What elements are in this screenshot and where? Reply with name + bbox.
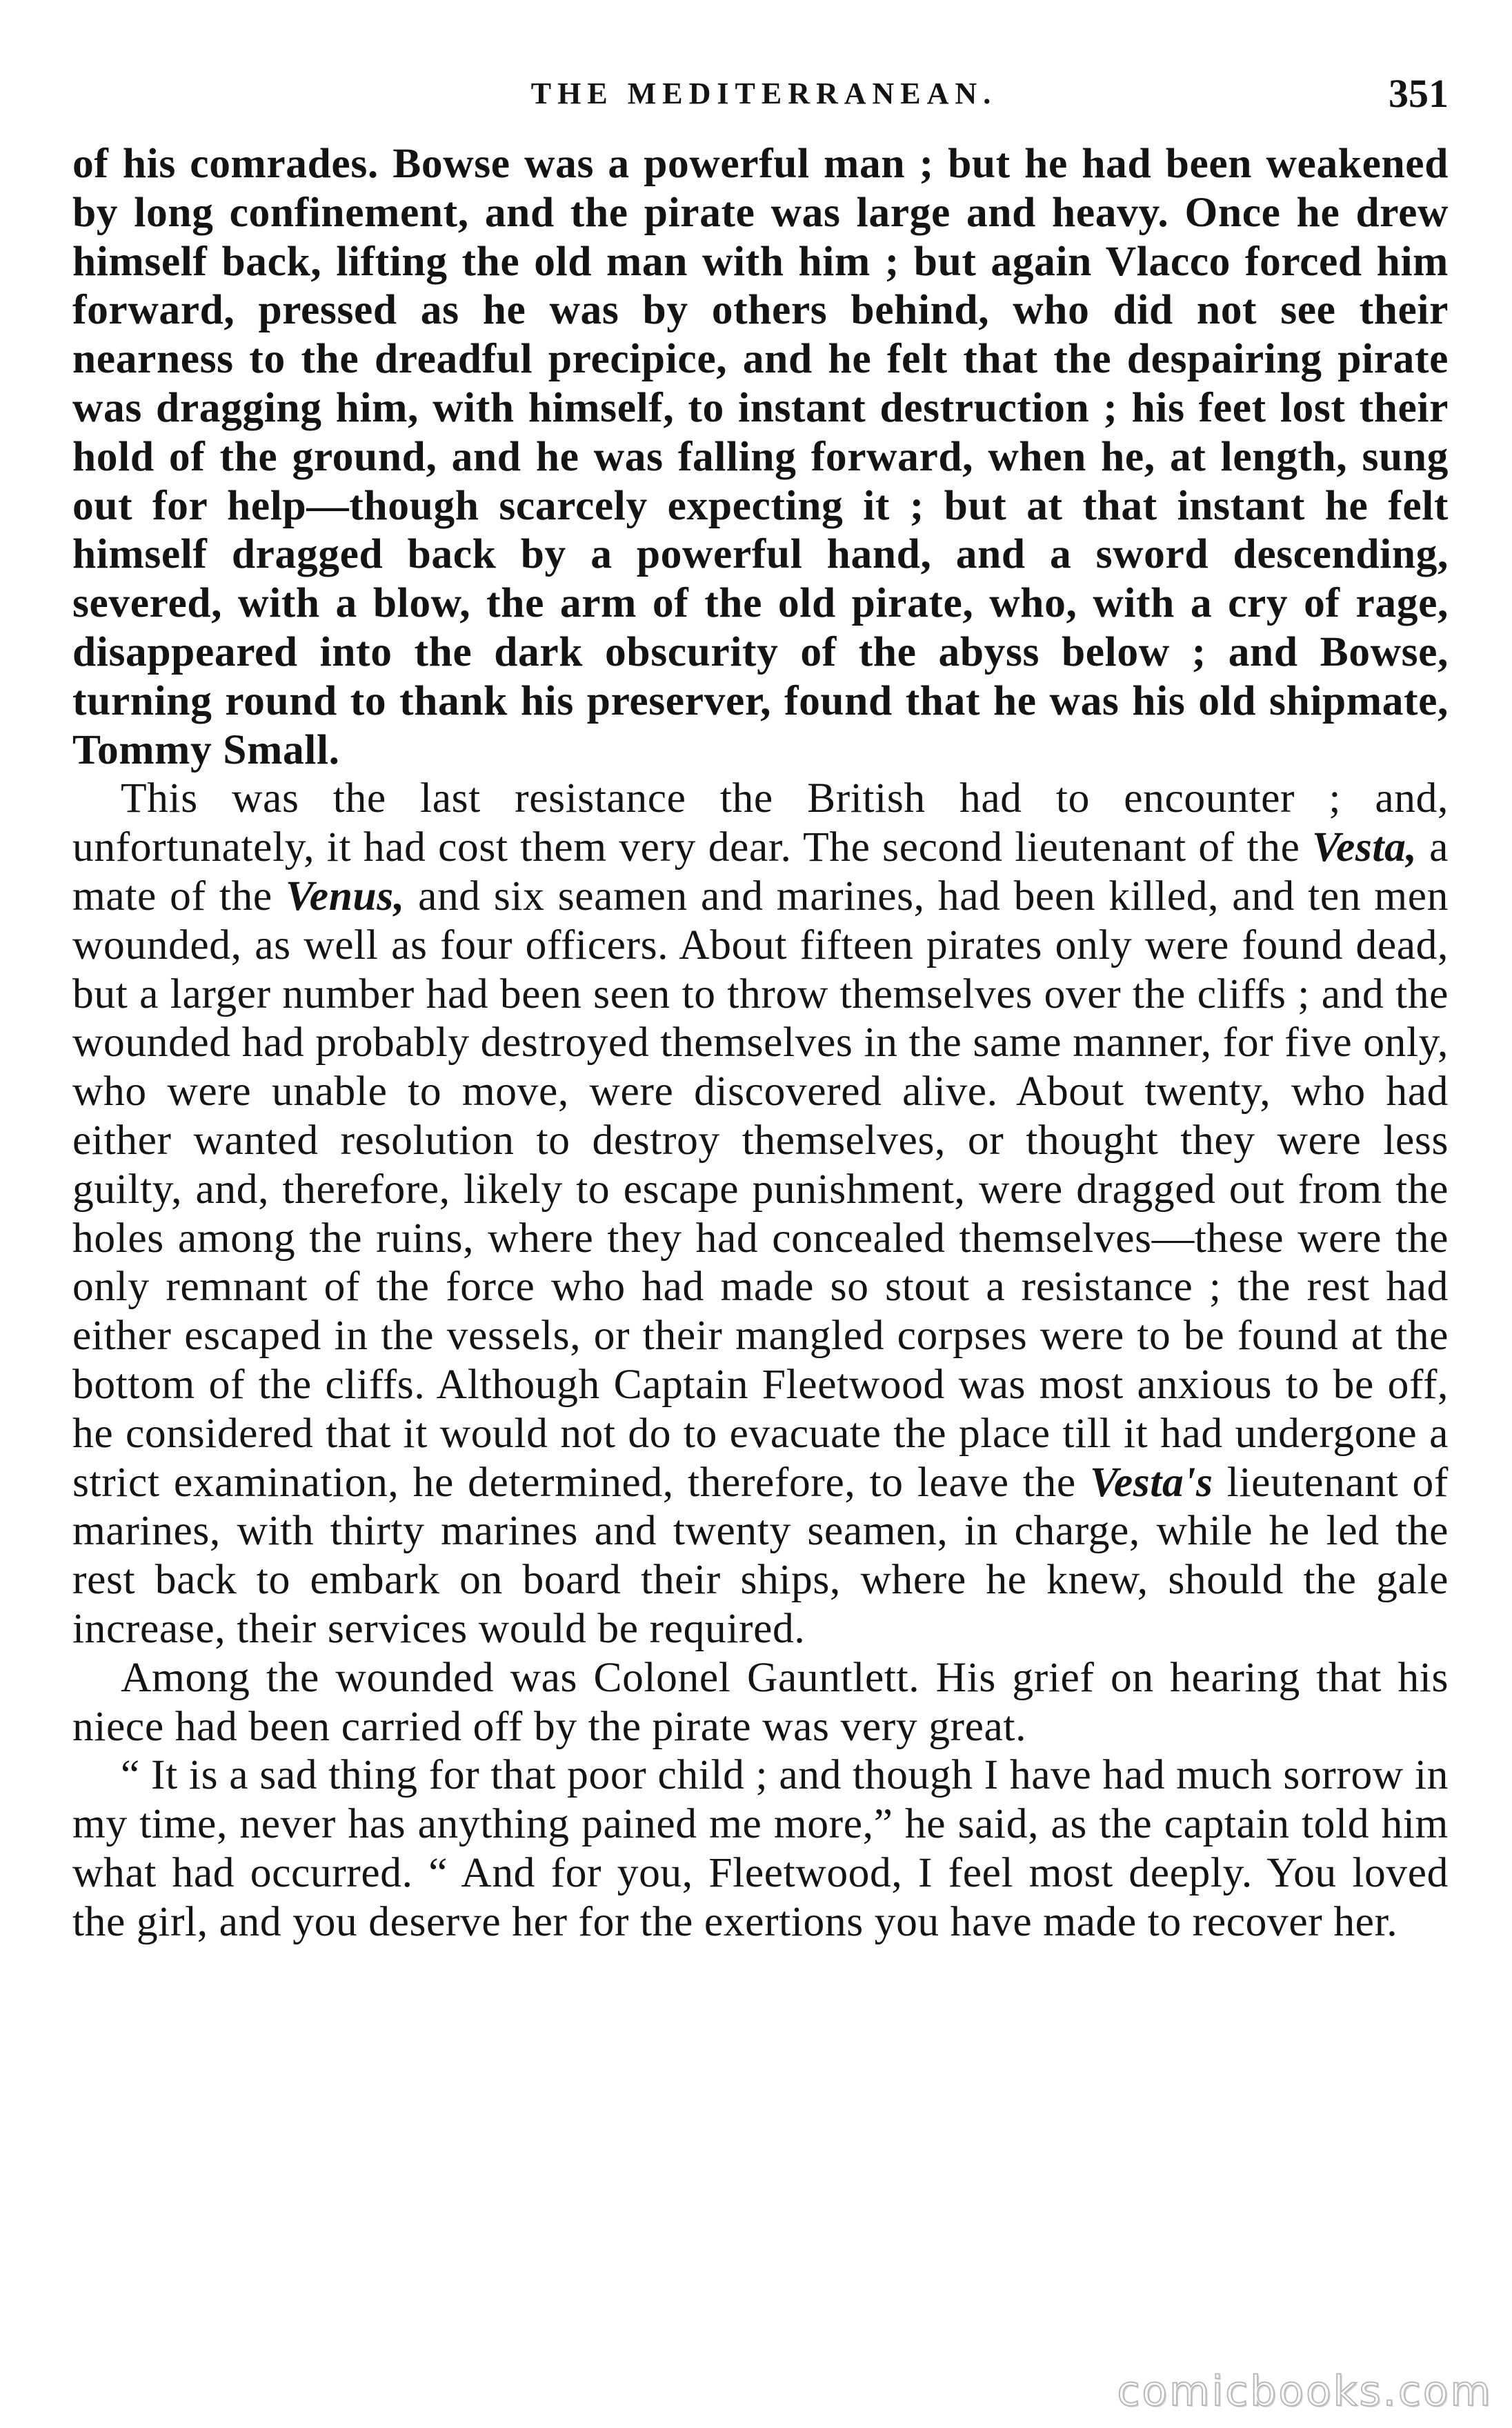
page-number: 351: [1389, 71, 1449, 116]
paragraph-resistance: [72, 774, 1449, 1653]
paragraph-colonel: Among the wounded was Colonel Gauntlett. His grief on hearing that his niece had been carried off by the pirate was very great.: [72, 1653, 1449, 1750]
watermark: comicbooks.com: [1117, 2367, 1493, 2416]
running-title: THE MEDITERRANEAN.: [530, 77, 997, 110]
text-run: a mate of the: [72, 824, 1449, 919]
book-page: [72, 71, 1449, 1946]
ship-name: Vesta's: [1090, 1458, 1213, 1506]
text-run: This was the last resistance the British had to encounter ; and, unfortunately, it had cost them very dear. The second lieutenant of the: [72, 775, 1449, 871]
ship-name: Venus,: [286, 872, 405, 919]
text-run: lieutenant of marines, with thirty marines and twenty seamen, in charge, while he led the rest back to embark on board their ships, where he knew, should the gale increase, their services would be required.: [72, 1458, 1449, 1652]
paragraph-continuation: of his comrades. Bowse was a powerful man ; but he had been weakened by long confinement, and the pirate was large and heavy. Once he drew himself back, lifting the old man with him ; but again Vlacco forced him forward, pressed as he was by others behind, who did not see their nearness to the dreadful precipice, and he felt that the despairing pirate was dragging him, with himself, to instant destruction ; his feet lost their hold of the ground, and he was falling forward, when he, at length, sung out for help—though scarcely expecting it ; but at that instant he felt himself dragged back by a powerful hand, and a sword descending, severed, with a blow, the arm of the old pirate, who, with a cry of rage, disappeared into the dark obscurity of the abyss below ; and Bowse, turning round to thank his preserver, found that he was his old shipmate, Tommy Small.: [72, 140, 1449, 773]
ship-name: Vesta,: [1312, 824, 1418, 871]
text-run: and six seamen and marines, had been killed, and ten men wounded, as well as four officers. About fifteen pirates only were found dead, but a larger number had been seen to throw themselves over the cliffs ; and the wounded had probably destroyed themselves in the same manner, for five only, who were unable to move, were discovered alive. About twenty, who had either wanted resolution to destroy themselves, or thought they were less guilty, and, therefore, likely to escape punishment, were dragged out from the holes among the ruins, where they had concealed themselves—these were the only remnant of the force who had made so stout a resistance ; the rest had either escaped in the vessels, or their mangled corpses were to be found at the bottom of the cliffs. Although Captain Fleetwood was most anxious to be off, he considered that it would not do to evacuate the place till it had undergone a strict examination, he determined, therefore, to leave the: [72, 872, 1449, 1506]
body-text: [72, 139, 1449, 1946]
running-head: [72, 71, 1449, 124]
paragraph-dialogue: “ It is a sad thing for that poor child ; and though I have had much sorrow in my time, never has anything pained me more,” he said, as the captain told him what had occurred. “ And for you, Fleetwood, I feel most deeply. You loved the girl, and you deserve her for the exertions you have made to recover her.: [72, 1751, 1449, 1945]
